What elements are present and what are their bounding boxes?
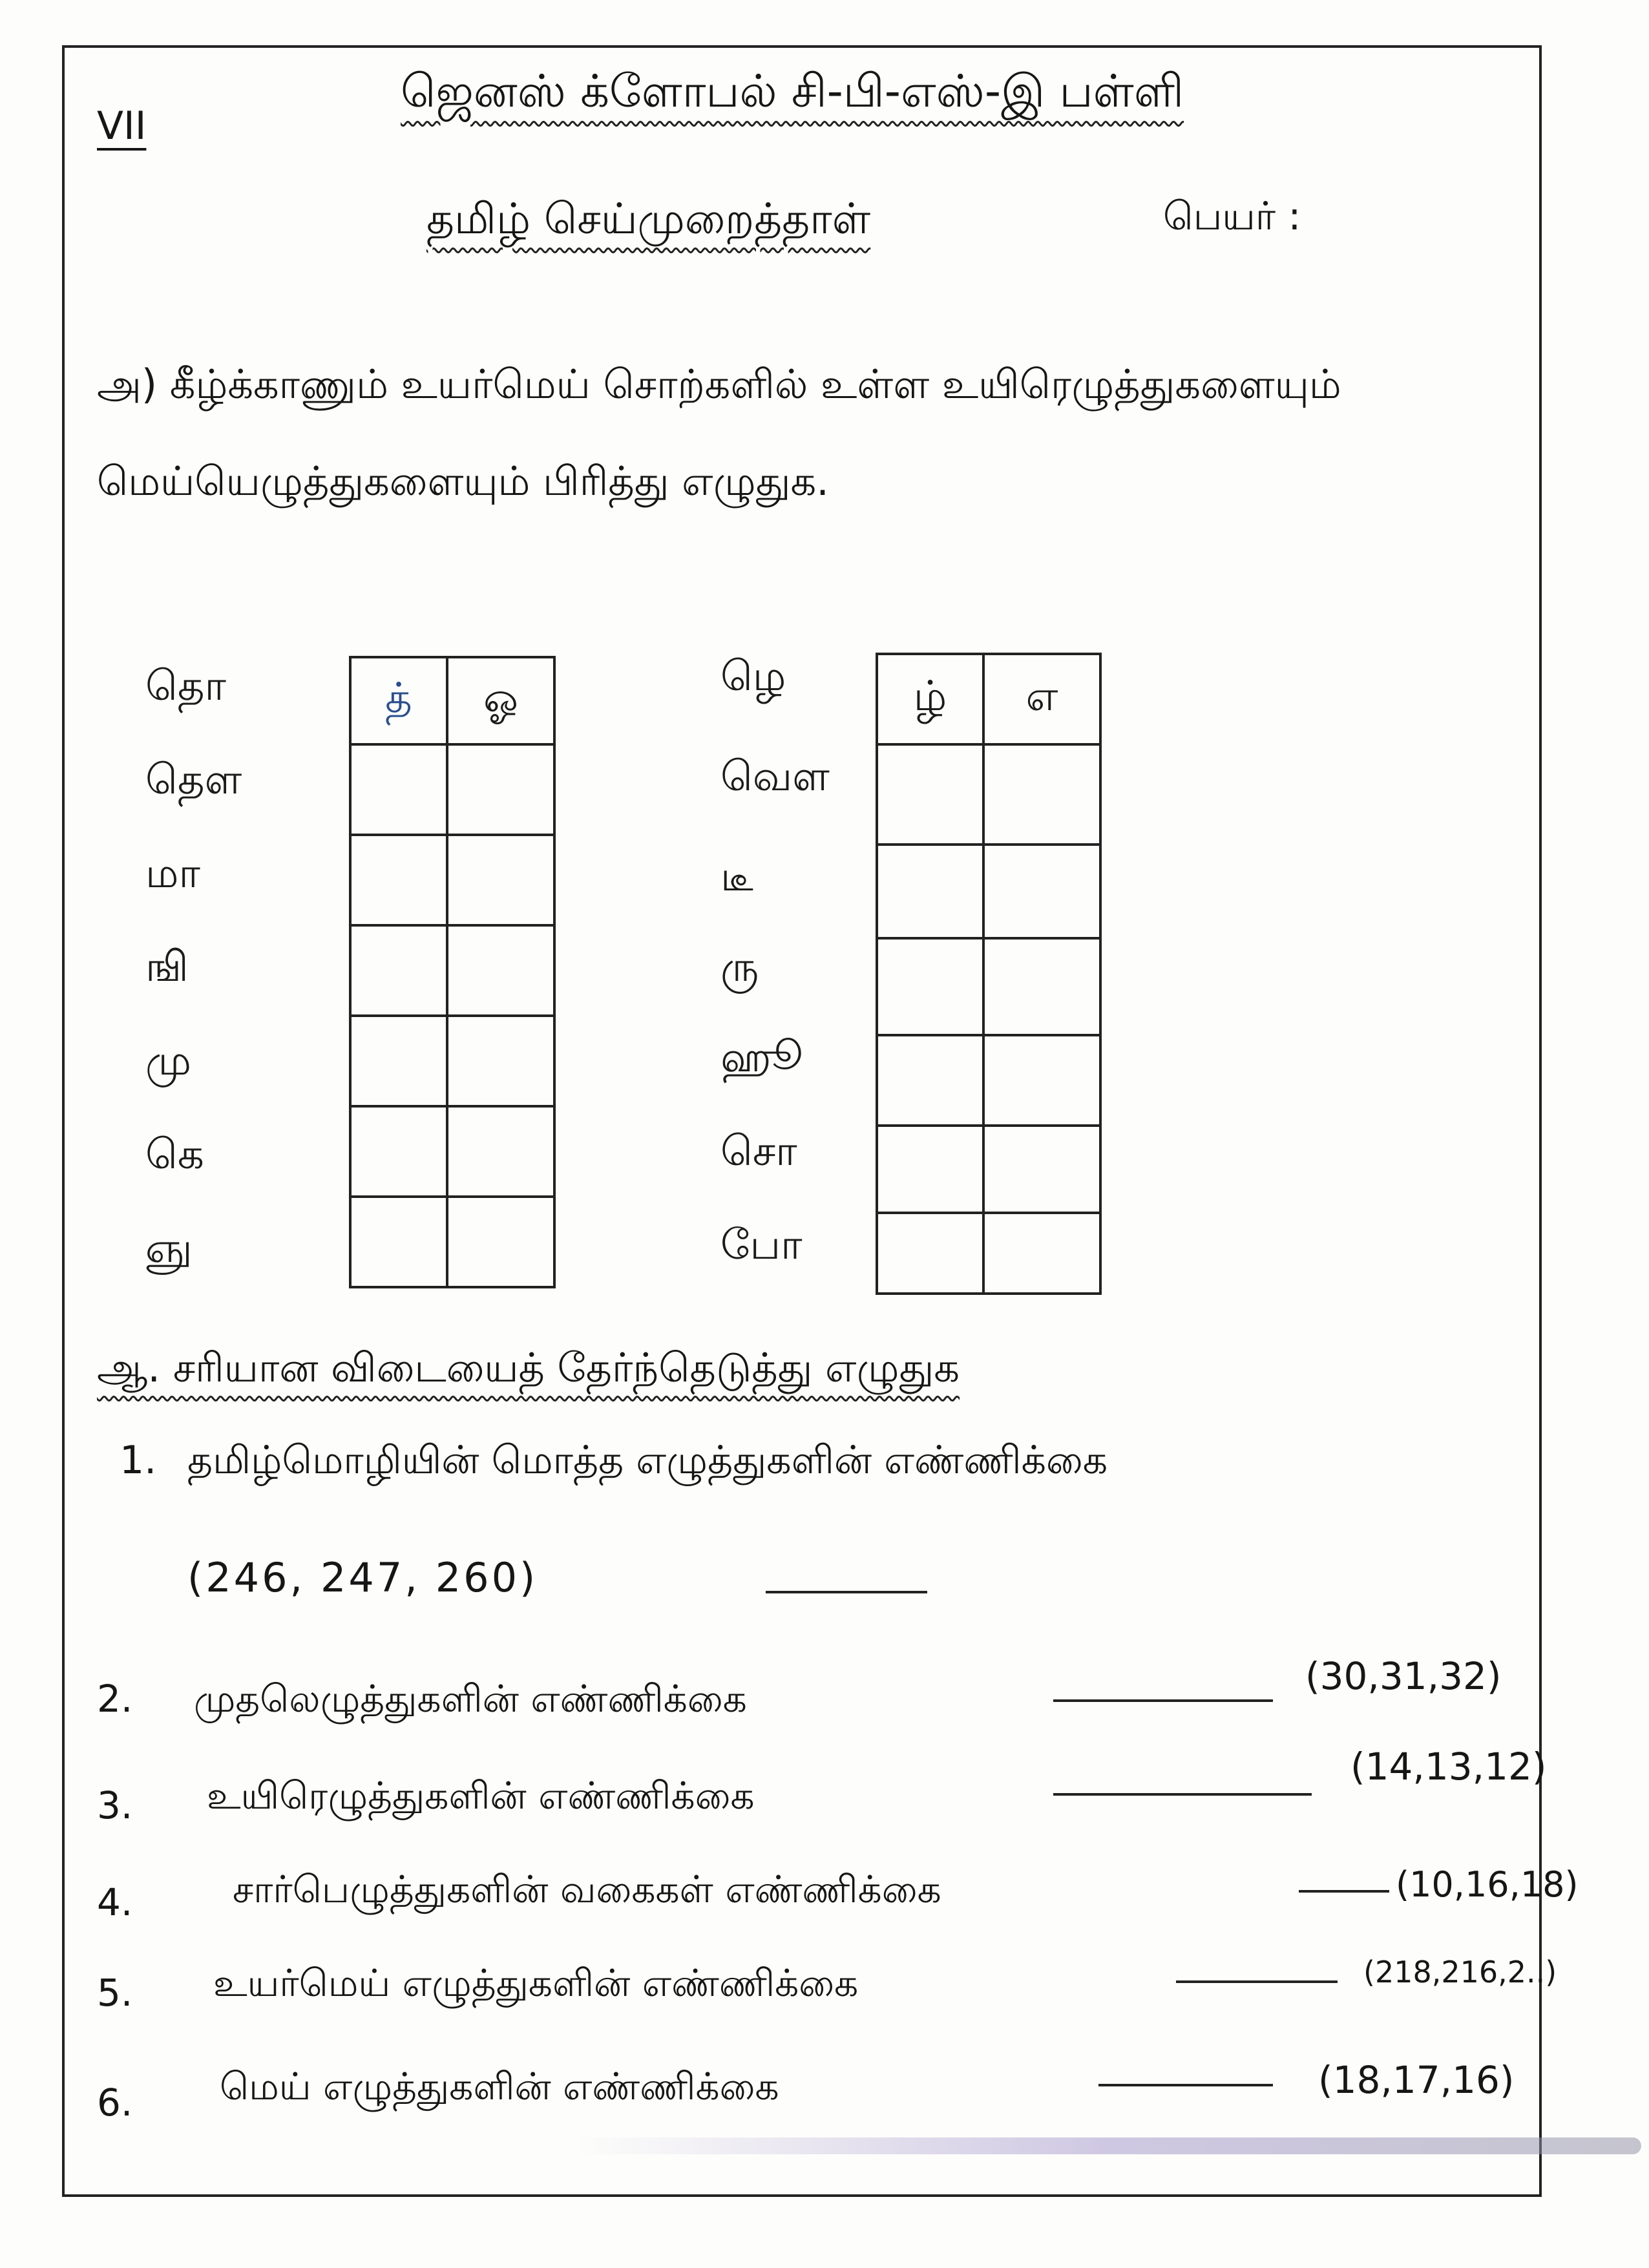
scan-shadow xyxy=(575,2137,1641,2154)
question-text: சார்பெழுத்துகளின் வகைகள் எண்ணிக்கை xyxy=(233,1867,941,1911)
answer-cell[interactable] xyxy=(350,1197,447,1287)
right-letter: சொ xyxy=(720,1128,797,1175)
question-text: உயர்மெய் எழுத்துகளின் எண்ணிக்கை xyxy=(213,1961,859,2005)
question-options: (18,17,16) xyxy=(1318,2058,1515,2102)
question-number: 6. xyxy=(97,2081,133,2125)
right-letter: ஹூ xyxy=(720,1034,803,1082)
answer-cell[interactable] xyxy=(447,1106,554,1197)
answer-blank[interactable] xyxy=(766,1591,927,1593)
answer-cell[interactable] xyxy=(983,845,1100,938)
answer-cell[interactable] xyxy=(350,1106,447,1197)
right-letter: வெள xyxy=(720,753,830,801)
question-options: (30,31,32) xyxy=(1305,1654,1502,1698)
answer-cell[interactable] xyxy=(983,744,1100,845)
left-split-table xyxy=(349,656,556,1288)
question-number: 3. xyxy=(97,1783,133,1827)
left-letter: தொ xyxy=(145,662,226,710)
left-letter: ஞு xyxy=(145,1224,193,1272)
answer-cell[interactable] xyxy=(877,1126,983,1213)
answer-cell[interactable] xyxy=(877,845,983,938)
question-number: 5. xyxy=(97,1971,133,2015)
answer-cell[interactable] xyxy=(877,1213,983,1294)
answer-cell[interactable] xyxy=(877,744,983,845)
question-number: 4. xyxy=(97,1880,133,1924)
answer-cell[interactable] xyxy=(983,1213,1100,1294)
left-letter: கெ xyxy=(145,1131,204,1179)
section-b-instruction: ஆ. சரியான விடையைத் தேர்ந்தெடுத்து எழுதுக xyxy=(97,1344,960,1391)
question-options: (246, 247, 260) xyxy=(187,1554,538,1601)
question-options: (14,13,12) xyxy=(1350,1745,1547,1789)
question-text: உயிரெழுத்துகளின் எண்ணிக்கை xyxy=(207,1774,755,1818)
question-text: தமிழ்மொழியின் மொத்த எழுத்துகளின் எண்ணிக்கை xyxy=(187,1438,1108,1483)
answer-cell[interactable] xyxy=(350,925,447,1016)
question-options: (218,216,2..) xyxy=(1363,1955,1557,1990)
answer-cell[interactable] xyxy=(447,925,554,1016)
worksheet-title: தமிழ் செய்முறைத்தாள் xyxy=(426,194,871,244)
right-letter: டீ xyxy=(720,853,753,901)
question-options: (10,16,18) xyxy=(1396,1864,1579,1905)
left-table-header-cell: த் xyxy=(350,657,447,744)
answer-cell[interactable] xyxy=(447,1016,554,1106)
section-a-instruction: அ) கீழ்க்காணும் உயர்மெய் சொற்களில் உள்ள உயிரெழுத்துகளையும் மெய்யெழுத்துகளையும் பிரித்து எழுதுக. xyxy=(97,361,1341,505)
class-mark: VII xyxy=(97,103,147,149)
answer-blank[interactable] xyxy=(1299,1890,1389,1893)
answer-blank[interactable] xyxy=(1098,2084,1273,2086)
answer-cell[interactable] xyxy=(447,835,554,925)
answer-blank[interactable] xyxy=(1053,1699,1273,1702)
answer-cell[interactable] xyxy=(983,1035,1100,1126)
answer-cell[interactable] xyxy=(983,1126,1100,1213)
answer-cell[interactable] xyxy=(350,835,447,925)
answer-cell[interactable] xyxy=(350,744,447,835)
answer-blank[interactable] xyxy=(1176,1980,1338,1983)
question-number: 1. xyxy=(120,1438,157,1483)
right-table-header-cell: ழ் xyxy=(877,654,983,744)
left-letter: மு xyxy=(145,1037,192,1085)
right-letter: போ xyxy=(720,1221,803,1269)
school-name: ஜெனஸ் க்ளோபல் சி-பி-எஸ்-இ பள்ளி xyxy=(401,65,1184,118)
left-letter: ஙி xyxy=(145,943,189,991)
answer-cell[interactable] xyxy=(350,1016,447,1106)
right-letter: ரு xyxy=(720,943,759,991)
answer-blank[interactable] xyxy=(1053,1793,1312,1796)
answer-cell[interactable] xyxy=(447,744,554,835)
question-text: மெய் எழுத்துகளின் எண்ணிக்கை xyxy=(220,2064,779,2108)
right-letter: ழெ xyxy=(720,653,786,700)
answer-cell[interactable] xyxy=(877,1035,983,1126)
right-split-table xyxy=(876,653,1102,1295)
name-label: பெயர் : xyxy=(1163,194,1301,239)
right-table-header-cell: எ xyxy=(983,654,1100,744)
left-letter: மா xyxy=(145,850,200,898)
left-letter: தௌ xyxy=(145,756,242,804)
question-text: முதலெழுத்துகளின் எண்ணிக்கை xyxy=(194,1677,747,1721)
answer-cell[interactable] xyxy=(983,938,1100,1035)
answer-cell[interactable] xyxy=(447,1197,554,1287)
answer-cell[interactable] xyxy=(877,938,983,1035)
question-number: 2. xyxy=(97,1677,133,1721)
left-table-header-cell: ஓ xyxy=(447,657,554,744)
